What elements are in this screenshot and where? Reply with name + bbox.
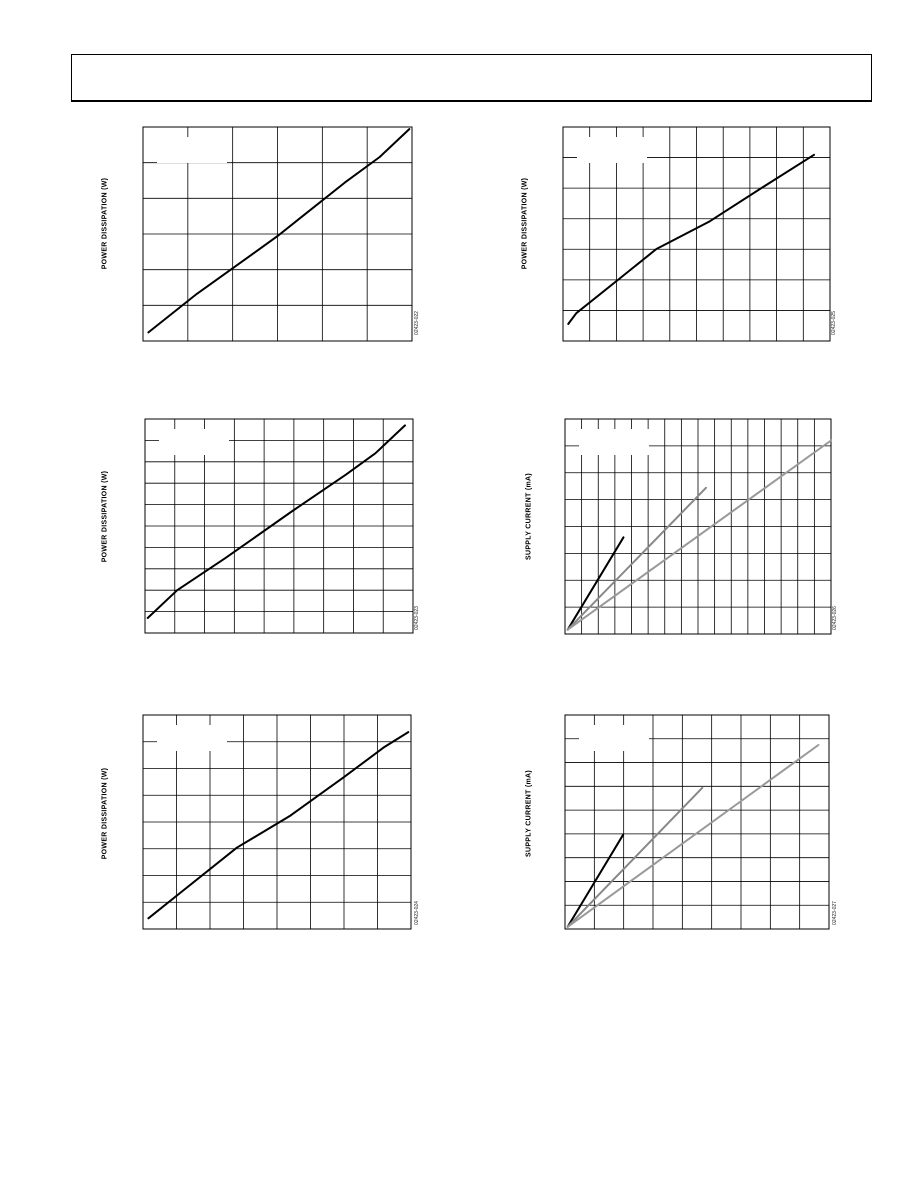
chart-6-figure-id: 02423-027 [831,901,838,925]
chart-3-figure-id: 02423-023 [413,606,420,630]
chart-6-legend-area [579,725,649,751]
chart-5-plot [90,710,490,950]
chart-6-series-line-1 [568,835,624,927]
chart-5-legend-area [157,725,227,751]
chart-1-figure-id: 02423-022 [413,311,420,335]
chart-5-ylabel: POWER DISSIPATION (W) [101,767,109,860]
chart-6-series-line-3 [568,745,819,927]
chart-4-ylabel: SUPPLY CURRENT (mA) [525,473,533,560]
chart-2 [510,120,910,360]
chart-5-figure-id: 02423-024 [413,901,420,925]
chart-6 [510,710,910,950]
chart-4-plot [510,415,910,655]
chart-2-ylabel: POWER DISSIPATION (W) [521,177,529,270]
chart-3-legend-area [159,429,229,455]
chart-1-legend-area [157,137,227,163]
chart-5 [90,710,490,950]
chart-4-series-line-2 [568,488,706,630]
chart-2-series-line-1 [568,155,814,324]
chart-2-figure-id: 02423-025 [830,311,837,335]
chart-1-plot [90,120,490,360]
chart-4 [510,415,910,655]
chart-6-ylabel: SUPPLY CURRENT (mA) [525,770,533,857]
page-header-box [71,54,872,102]
chart-1-ylabel: POWER DISSIPATION (W) [101,177,109,270]
chart-3-ylabel: POWER DISSIPATION (W) [101,470,109,563]
chart-3 [90,415,490,655]
chart-4-series-line-3 [568,441,831,630]
chart-5-series-line-1 [148,732,408,918]
chart-1 [90,120,490,360]
chart-6-plot [510,710,910,950]
chart-2-plot [510,120,910,360]
chart-4-figure-id: 02423-026 [831,606,838,630]
chart-3-plot [90,415,490,655]
chart-4-legend-area [579,429,649,455]
chart-2-legend-area [577,137,647,163]
